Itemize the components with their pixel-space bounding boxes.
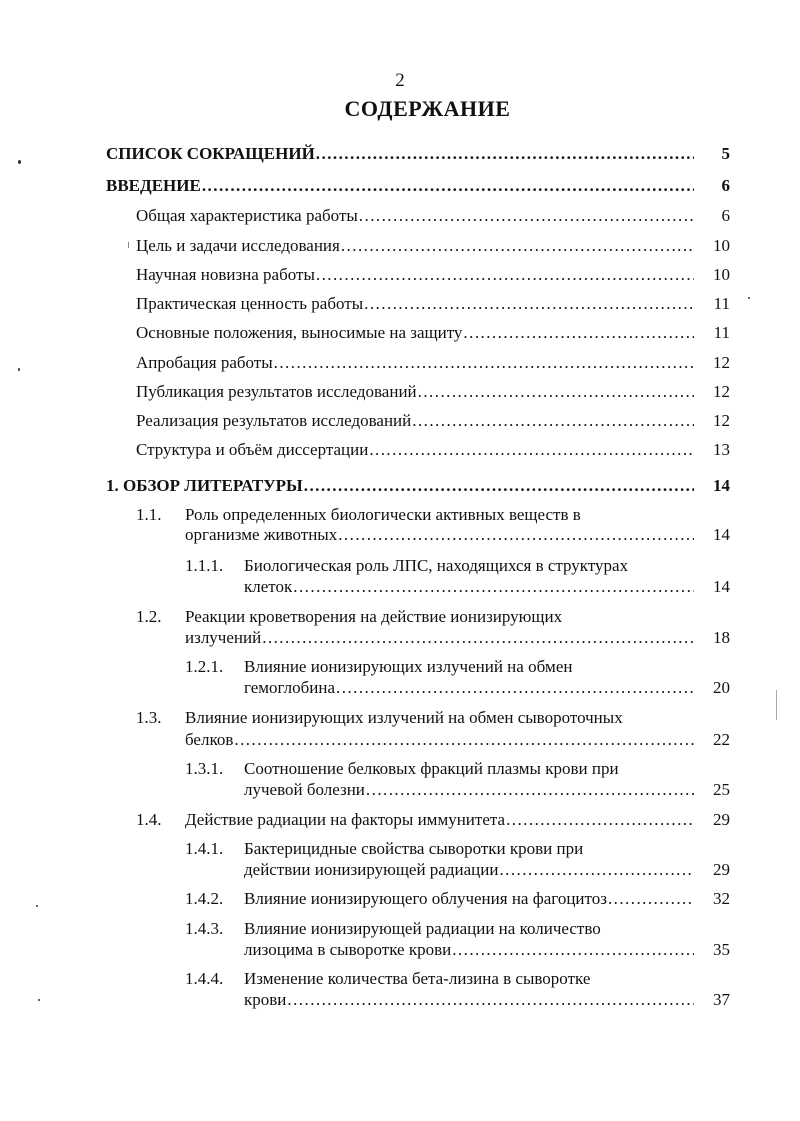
toc-entry-title-line2: гемоглобина	[244, 678, 336, 697]
toc-entry-title-line1: Реакции кроветворения на действие ионизирующих	[185, 607, 563, 626]
toc-entry-section-1-4-2[interactable]	[244, 888, 730, 910]
leader-dots	[365, 779, 694, 801]
toc-entry-title: Практическая ценность работы	[136, 294, 364, 313]
toc-entry-page: 12	[713, 411, 730, 430]
leader-dots	[368, 439, 694, 461]
toc-entry-title-line2: белков	[185, 730, 234, 749]
page-title: СОДЕРЖАНИЕ	[344, 96, 511, 121]
toc-entry-section-1-4-4[interactable]	[244, 989, 730, 1011]
toc-entry-title-line1: Биологическая роль ЛПС, находящихся в структурах	[244, 556, 629, 575]
toc-entry-title: Реализация результатов исследований	[136, 411, 412, 430]
scan-speck	[776, 690, 777, 720]
toc-entry-page: 29	[713, 860, 730, 879]
toc-entry-section-1-4-1[interactable]	[244, 859, 730, 881]
leader-dots	[335, 677, 694, 699]
toc-entry-page: 11	[713, 294, 730, 313]
toc-entry-title: Публикация результатов исследований	[136, 382, 417, 401]
scan-speck	[36, 905, 38, 907]
section-number: 1.4.3.	[185, 919, 224, 938]
toc-entry-page: 32	[713, 889, 730, 908]
toc-entry-title: Основные положения, выносимые на защиту	[136, 323, 463, 342]
toc-entry[interactable]	[136, 439, 730, 461]
toc-entry-title-line2: клеток	[244, 577, 293, 596]
section-number: 1.4.4.	[185, 969, 224, 988]
toc-entry-title-line2: организме животных	[185, 525, 338, 544]
toc-entry-page: 10	[713, 236, 730, 255]
section-number: 1.4.2.	[185, 889, 224, 908]
toc-entry-title: Действие радиации на факторы иммунитета	[185, 810, 506, 829]
toc-entry-page: 18	[713, 628, 730, 647]
toc-entry-page: 10	[713, 265, 730, 284]
toc-entry[interactable]	[136, 235, 730, 257]
toc-entry-title-line1: Соотношение белковых фракций плазмы крови при	[244, 759, 619, 778]
leader-dots	[201, 175, 694, 197]
toc-entry-title-line1: Влияние ионизирующей радиации на количество	[244, 919, 601, 938]
leader-dots	[505, 809, 694, 831]
toc-entry-title-line2: излучений	[185, 628, 262, 647]
toc-entry[interactable]	[136, 293, 730, 315]
section-number: 1.4.	[136, 810, 162, 829]
leader-dots	[292, 576, 694, 598]
toc-entry-page: 14	[713, 525, 730, 544]
leader-dots	[340, 235, 694, 257]
toc-entry-title: 1. ОБЗОР ЛИТЕРАТУРЫ	[106, 476, 303, 495]
scan-speck	[18, 160, 21, 164]
scan-speck	[748, 297, 750, 299]
leader-dots	[261, 627, 694, 649]
toc-entry[interactable]	[136, 410, 730, 432]
toc-entry-section-1-4-3[interactable]	[244, 939, 730, 961]
leader-dots	[363, 293, 694, 315]
toc-entry-page: 14	[713, 577, 730, 596]
toc-entry-title-line1: Изменение количества бета-лизина в сыворотке	[244, 969, 591, 988]
toc-entry-title: Общая характеристика работы	[136, 206, 358, 225]
toc-entry-title-line2: лучевой болезни	[244, 780, 365, 799]
toc-entry-title-line2: крови	[244, 990, 287, 1009]
page-number: 2	[395, 70, 405, 91]
toc-entry-page: 22	[713, 730, 730, 749]
leader-dots	[417, 381, 694, 403]
toc-entry-title: Научная новизна работы	[136, 265, 315, 284]
leader-dots	[451, 939, 694, 961]
toc-entry-title: Цель и задачи исследования	[136, 236, 340, 255]
toc-entry-page: 11	[713, 323, 730, 342]
toc-entry-title: СПИСОК СОКРАЩЕНИЙ	[106, 144, 315, 163]
leader-dots	[358, 205, 694, 227]
section-number: 1.3.1.	[185, 759, 224, 778]
scan-speck	[128, 242, 129, 248]
scan-speck	[38, 999, 40, 1001]
toc-entry-title-line1: Роль определенных биологически активных веществ в	[185, 505, 581, 524]
leader-dots	[273, 352, 694, 374]
toc-entry-title-line1: Бактерицидные свойства сыворотки крови при	[244, 839, 584, 858]
toc-entry-section-1-4[interactable]	[185, 809, 730, 831]
toc-entry-section-1-3[interactable]	[185, 729, 730, 751]
leader-dots	[286, 989, 694, 1011]
leader-dots	[315, 143, 694, 165]
toc-entry-title: Влияние ионизирующего облучения на фагоцитоз	[244, 889, 607, 908]
toc-entry-page: 35	[713, 940, 730, 959]
toc-entry-section-1-1[interactable]	[185, 524, 730, 546]
toc-entry-title: Апробация работы	[136, 353, 273, 372]
toc-entry-page: 37	[713, 990, 730, 1009]
toc-entry-title-line2: лизоцима в сыворотке крови	[244, 940, 452, 959]
toc-entry-title-line2: действии ионизирующей радиации	[244, 860, 499, 879]
leader-dots	[607, 888, 694, 910]
section-number: 1.2.1.	[185, 657, 224, 676]
toc-entry-page: 14	[713, 476, 730, 495]
toc-entry[interactable]	[136, 352, 730, 374]
leader-dots	[411, 410, 694, 432]
toc-entry[interactable]	[136, 264, 730, 286]
toc-entry[interactable]	[136, 381, 730, 403]
leader-dots	[498, 859, 694, 881]
toc-entry-title-line1: Влияние ионизирующих излучений на обмен	[244, 657, 573, 676]
scan-speck	[18, 368, 20, 371]
section-number: 1.3.	[136, 708, 162, 727]
section-number: 1.1.1.	[185, 556, 224, 575]
toc-entry-page: 13	[713, 440, 730, 459]
toc-entry-section-1-2-1[interactable]	[244, 677, 730, 699]
toc-entry-abbreviations[interactable]	[106, 143, 730, 165]
section-number: 1.1.	[136, 505, 162, 524]
toc-entry[interactable]	[136, 322, 730, 344]
toc-entry-page: 29	[713, 810, 730, 829]
toc-entry-page: 6	[721, 206, 730, 225]
toc-entry-page: 25	[713, 780, 730, 799]
toc-entry-chapter-1[interactable]	[106, 475, 730, 497]
section-number: 1.4.1.	[185, 839, 224, 858]
toc-entry-section-1-1-1[interactable]	[244, 576, 730, 598]
leader-dots	[315, 264, 694, 286]
toc-entry-page: 12	[713, 382, 730, 401]
toc-entry-title: ВВЕДЕНИЕ	[106, 176, 201, 195]
toc-entry-section-1-2[interactable]	[185, 627, 730, 649]
toc-entry-introduction[interactable]	[106, 175, 730, 197]
section-number: 1.2.	[136, 607, 162, 626]
leader-dots	[337, 524, 694, 546]
leader-dots	[462, 322, 694, 344]
toc-entry-page: 20	[713, 678, 730, 697]
toc-entry[interactable]	[136, 205, 730, 227]
toc-entry-section-1-3-1[interactable]	[244, 779, 730, 801]
leader-dots	[233, 729, 694, 751]
toc-entry-page: 12	[713, 353, 730, 372]
toc-entry-title: Структура и объём диссертации	[136, 440, 369, 459]
leader-dots	[303, 475, 694, 497]
toc-entry-title-line1: Влияние ионизирующих излучений на обмен сывороточных	[185, 708, 623, 727]
toc-entry-page: 5	[721, 144, 730, 163]
toc-entry-page: 6	[721, 176, 730, 195]
